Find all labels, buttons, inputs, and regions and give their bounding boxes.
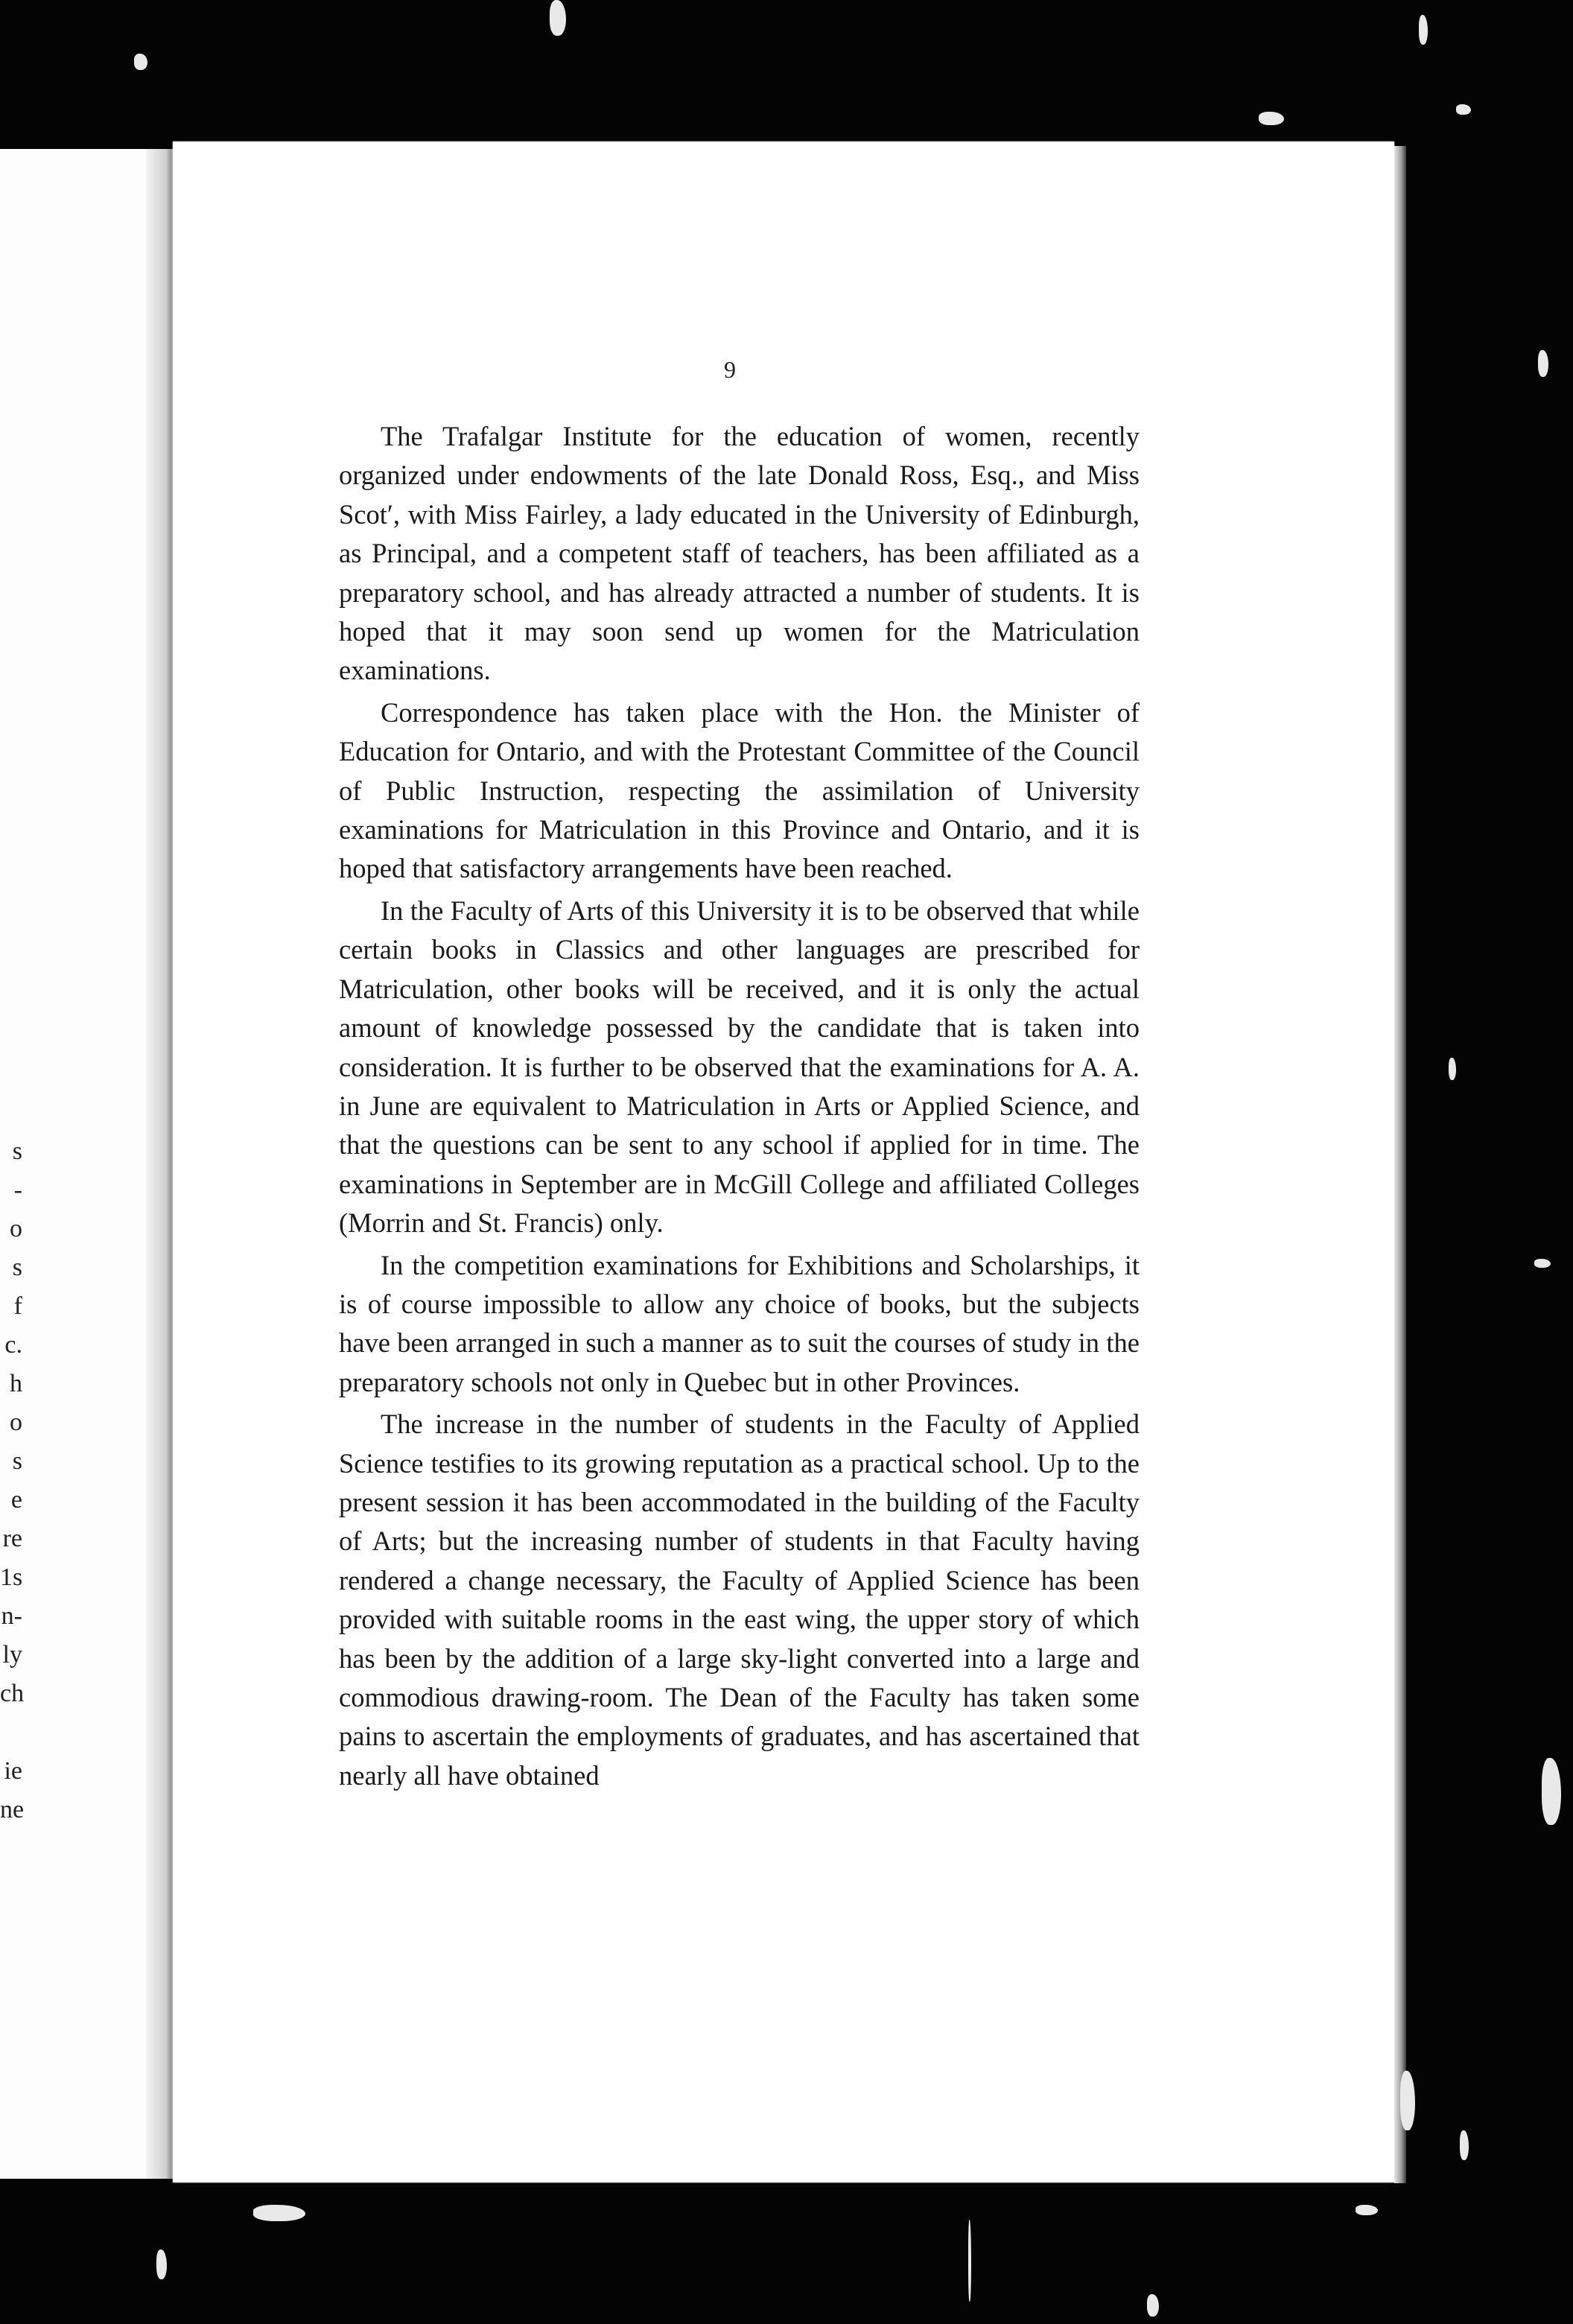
scan-speck [1356, 2205, 1378, 2215]
left-fragment: n- [1, 1602, 22, 1630]
page-number: 9 [724, 356, 736, 383]
scan-speck [1542, 1758, 1561, 1825]
scan-speck [134, 54, 147, 70]
left-fragment: s [12, 1254, 22, 1281]
left-fragment: 1s [0, 1563, 23, 1591]
paragraph-correspondence-ontario: Correspondence has taken place with the Hon. the Minister of Education for Ontario, and with the Protestant Committee of the Council of Public Instruction, respecting the assimilation of University examinations for Matriculation in this Province and Ontario, and it is hoped that satisfactory arrangements have been reached. [339, 696, 1140, 884]
scan-speck [550, 0, 566, 36]
scan-speck [253, 2205, 305, 2221]
left-fragment: re [2, 1525, 22, 1552]
left-fragment: s [12, 1137, 22, 1165]
right-page-edge [1394, 146, 1406, 2183]
paragraph-applied-science: The increase in the number of students in the Faculty of Applied Science testifies to its growing reputation as a practical school. Up to the present session it has been accommodated in the building of the Faculty of Arts; but the increasing number of students in that Faculty having rendered a change necessary, the Faculty of Applied Science has been provided with suitable rooms in the east wing, the upper story of which has been by the addition of a large sky-light converted into a large and commodious drawing-room. The Dean of the Faculty has taken some pains to ascertain the employments of graduates, and has ascertained that nearly all have obtained [339, 1409, 1140, 1791]
scan-speck [1449, 1058, 1456, 1080]
left-fragment: ie [4, 1757, 22, 1785]
left-fragment: o [10, 1215, 22, 1242]
scan-speck [1419, 15, 1428, 45]
scan-speck [1400, 2071, 1415, 2130]
paragraph-faculty-of-arts: In the Faculty of Arts of this University it is to be observed that while certain books in Classics and other languages are prescribed for Matriculation, other books will be received, and it is only the actual amount of knowledge possessed by the candidate that is taken into consideration. It is further to be observed that the examinations for A. A. in June are equivalent to Matriculation in Arts or Applied Science, and that the questions can be sent to any school if applied for in time. The examinations in September are in McGill College and affiliated Colleges (Morrin and St. Francis) only. [339, 895, 1140, 1239]
scan-speck [1460, 2130, 1469, 2160]
left-page-line-endings [0, 1132, 25, 1829]
left-fragment: ne [0, 1796, 25, 1823]
paragraph-trafalgar-institute: The Trafalgar Institute for the education of women, recently organized under endowments of the late Donald Ross, Esq., and Miss Scot′, with Miss Fairley, a lady educated in the University of Edinburgh, as Principal, and a competent staff of teachers, has been affiliated as a preparatory school, and has already attracted a number of students. It is hoped that it may soon send up women for the Matriculation examinations. [339, 421, 1140, 686]
left-fragment: h [10, 1370, 22, 1397]
left-fragment: f [13, 1292, 22, 1320]
scan-speck [156, 2250, 167, 2279]
scan-speck [968, 2220, 971, 2302]
scan-speck [1534, 1259, 1551, 1268]
left-fragment: ly [2, 1641, 22, 1669]
scan-speck [1147, 2294, 1159, 2317]
scan-speck [1538, 350, 1548, 377]
left-fragment: - [13, 1176, 22, 1204]
left-fragment: e [10, 1486, 22, 1514]
left-fragment: c. [4, 1331, 22, 1359]
page-body-text [339, 417, 1140, 1795]
paragraph-competition-examinations: In the competition examinations for Exhibitions and Scholarships, it is of course impossible to allow any choice of books, but the subjects have been arranged in such a manner as to suit the courses of study in the preparatory schools not only in Quebec but in other Provinces. [339, 1249, 1140, 1397]
left-fragment: ch [0, 1680, 25, 1707]
scan-speck [1456, 104, 1471, 115]
left-fragment: o [10, 1409, 22, 1436]
left-fragment [0, 1713, 22, 1752]
left-fragment: s [12, 1447, 22, 1475]
scan-speck [1259, 112, 1284, 125]
